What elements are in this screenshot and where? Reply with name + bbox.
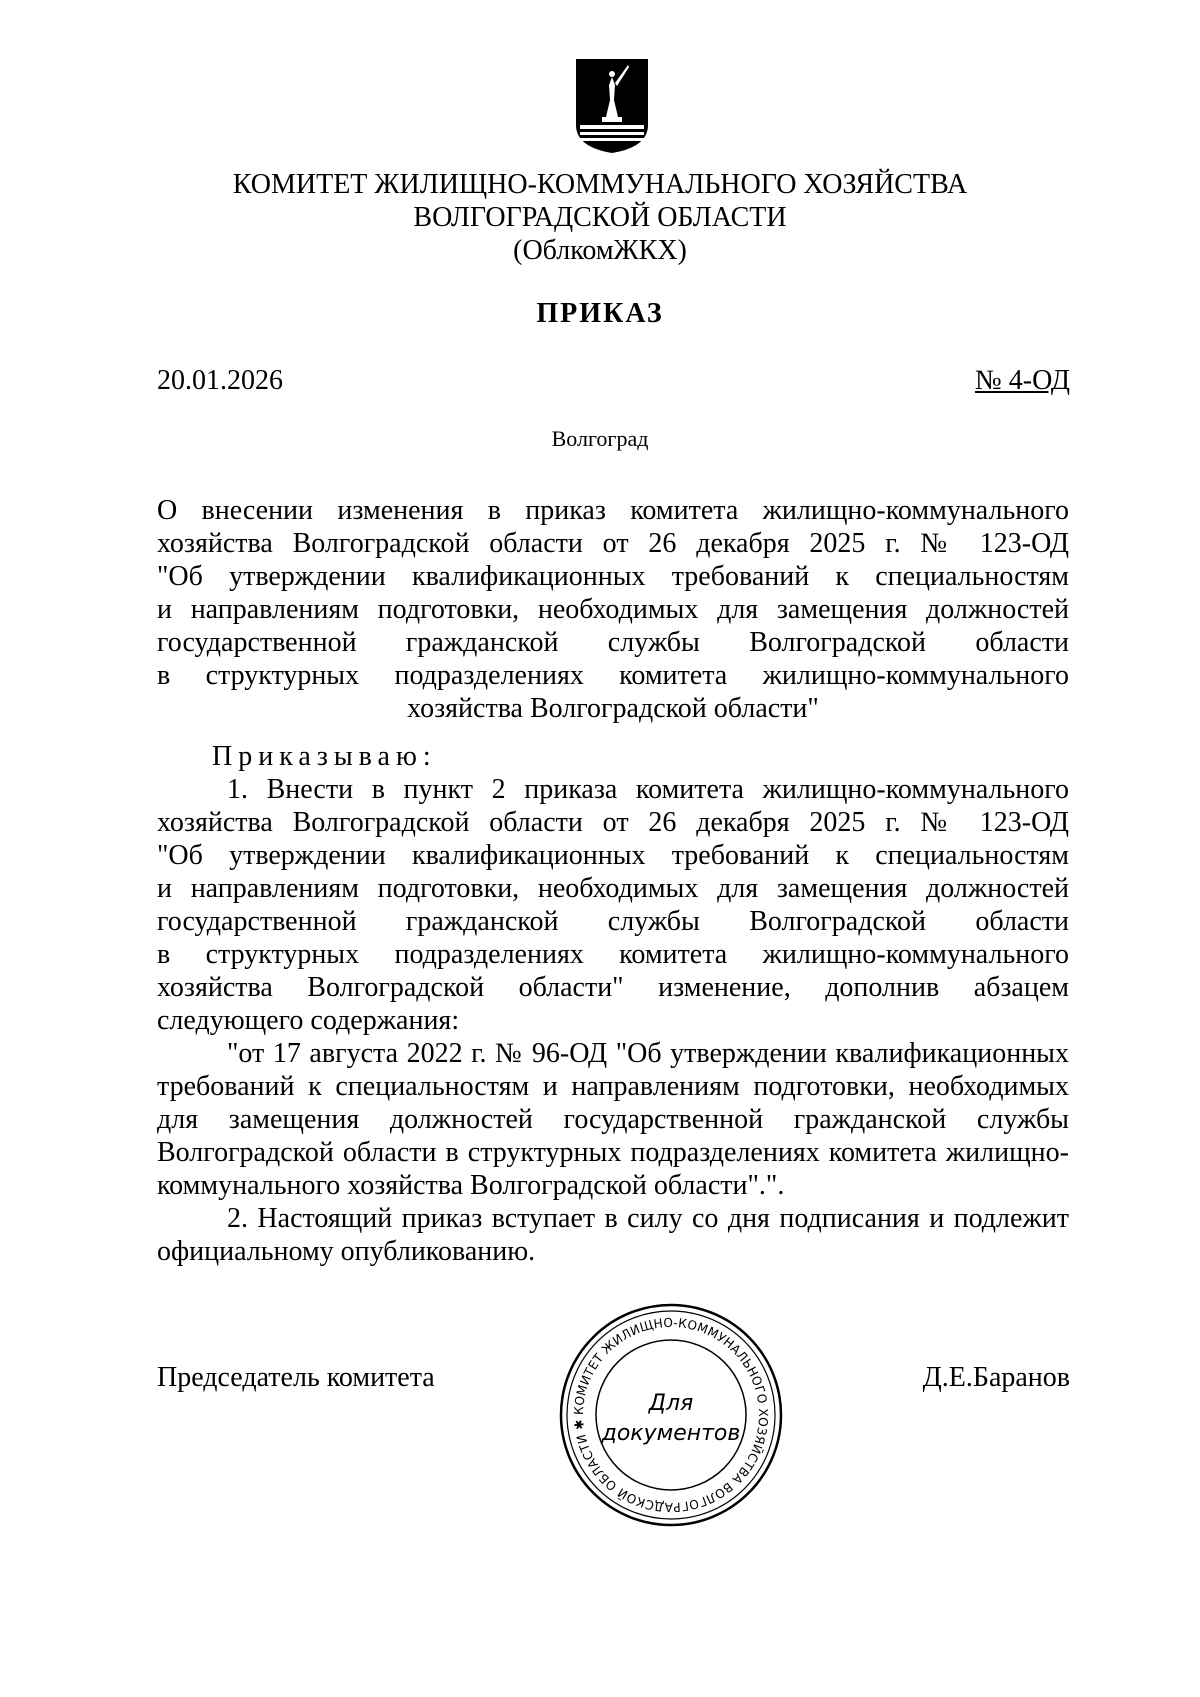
paragraph-2-line: 2. Настоящий приказ вступает в силу со дня подписания и подлежит (227, 1203, 1069, 1234)
org-name-line1: КОМИТЕТ ЖИЛИЩНО-КОММУНАЛЬНОГО ХОЗЯЙСТВА (232, 169, 968, 200)
stamp-ring-text: КОМИТЕТ ЖИЛИЩНО-КОММУНАЛЬНОГО ХОЗЯЙСТВА ВОЛГОГРАДСКОЙ ОБЛАСТИ ✱ (570, 1314, 772, 1516)
paragraph-2-last-line: официальному опубликованию. (157, 1236, 536, 1267)
paragraph-1-line: хозяйства Волгоградской области" изменение, дополнив абзацем (157, 972, 1069, 1003)
document-type: ПРИКАЗ (536, 298, 664, 329)
quote-last-line: коммунального хозяйства Волгоградской области".". (157, 1170, 785, 1201)
subject-line: государственной гражданской службы Волгоградской области (157, 627, 1069, 658)
official-stamp (556, 1300, 786, 1530)
subject-line: и направлениям подготовки, необходимых для замещения должностей (157, 594, 1069, 625)
paragraph-1-line: "Об утверждении квалификационных требований к специальностям (157, 840, 1069, 871)
org-name-line2: ВОЛГОГРАДСКОЙ ОБЛАСТИ (413, 202, 787, 233)
document-number: № 4-ОД (975, 365, 1070, 396)
subject-line: в структурных подразделениях комитета жилищно-коммунального (157, 660, 1069, 691)
order-word: Приказываю: (212, 741, 437, 772)
document-city: Волгоград (551, 426, 649, 451)
quote-line: "от 17 августа 2022 г. № 96-ОД "Об утверждении квалификационных (227, 1038, 1069, 1069)
paragraph-1-line: 1. Внести в пункт 2 приказа комитета жилищно-коммунального (227, 774, 1069, 805)
signatory-name: Д.Е.Баранов (922, 1362, 1070, 1393)
org-abbreviation: (ОблкомЖКХ) (513, 235, 687, 266)
coat-of-arms-icon (572, 55, 652, 155)
stamp-center-line1: Для (648, 1391, 694, 1416)
paragraph-1-line: и направлениям подготовки, необходимых для замещения должностей (157, 873, 1069, 904)
quote-line: для замещения должностей государственной гражданской службы (157, 1104, 1069, 1135)
document-date: 20.01.2026 (157, 365, 283, 396)
stamp-center-line2: документов (601, 1421, 741, 1446)
subject-line: О внесении изменения в приказ комитета жилищно-коммунального (157, 495, 1069, 526)
quote-line: Волгоградской области в структурных подразделениях комитета жилищно- (157, 1137, 1069, 1168)
subject-line: хозяйства Волгоградской области от 26 декабря 2025 г. № 123-ОД (157, 528, 1069, 559)
quote-line: требований к специальностям и направлениям подготовки, необходимых (157, 1071, 1069, 1102)
paragraph-1-last-line: следующего содержания: (157, 1005, 460, 1036)
document-body (157, 740, 1069, 1268)
signatory-title: Председатель комитета (157, 1362, 435, 1393)
paragraph-1-line: хозяйства Волгоградской области от 26 декабря 2025 г. № 123-ОД (157, 807, 1069, 838)
paragraph-1-line: в структурных подразделениях комитета жилищно-коммунального (157, 939, 1069, 970)
document-subject (157, 494, 1069, 725)
subject-last-line: хозяйства Волгоградской области" (407, 693, 819, 724)
subject-line: "Об утверждении квалификационных требований к специальностям (157, 561, 1069, 592)
paragraph-1-line: государственной гражданской службы Волгоградской области (157, 906, 1069, 937)
